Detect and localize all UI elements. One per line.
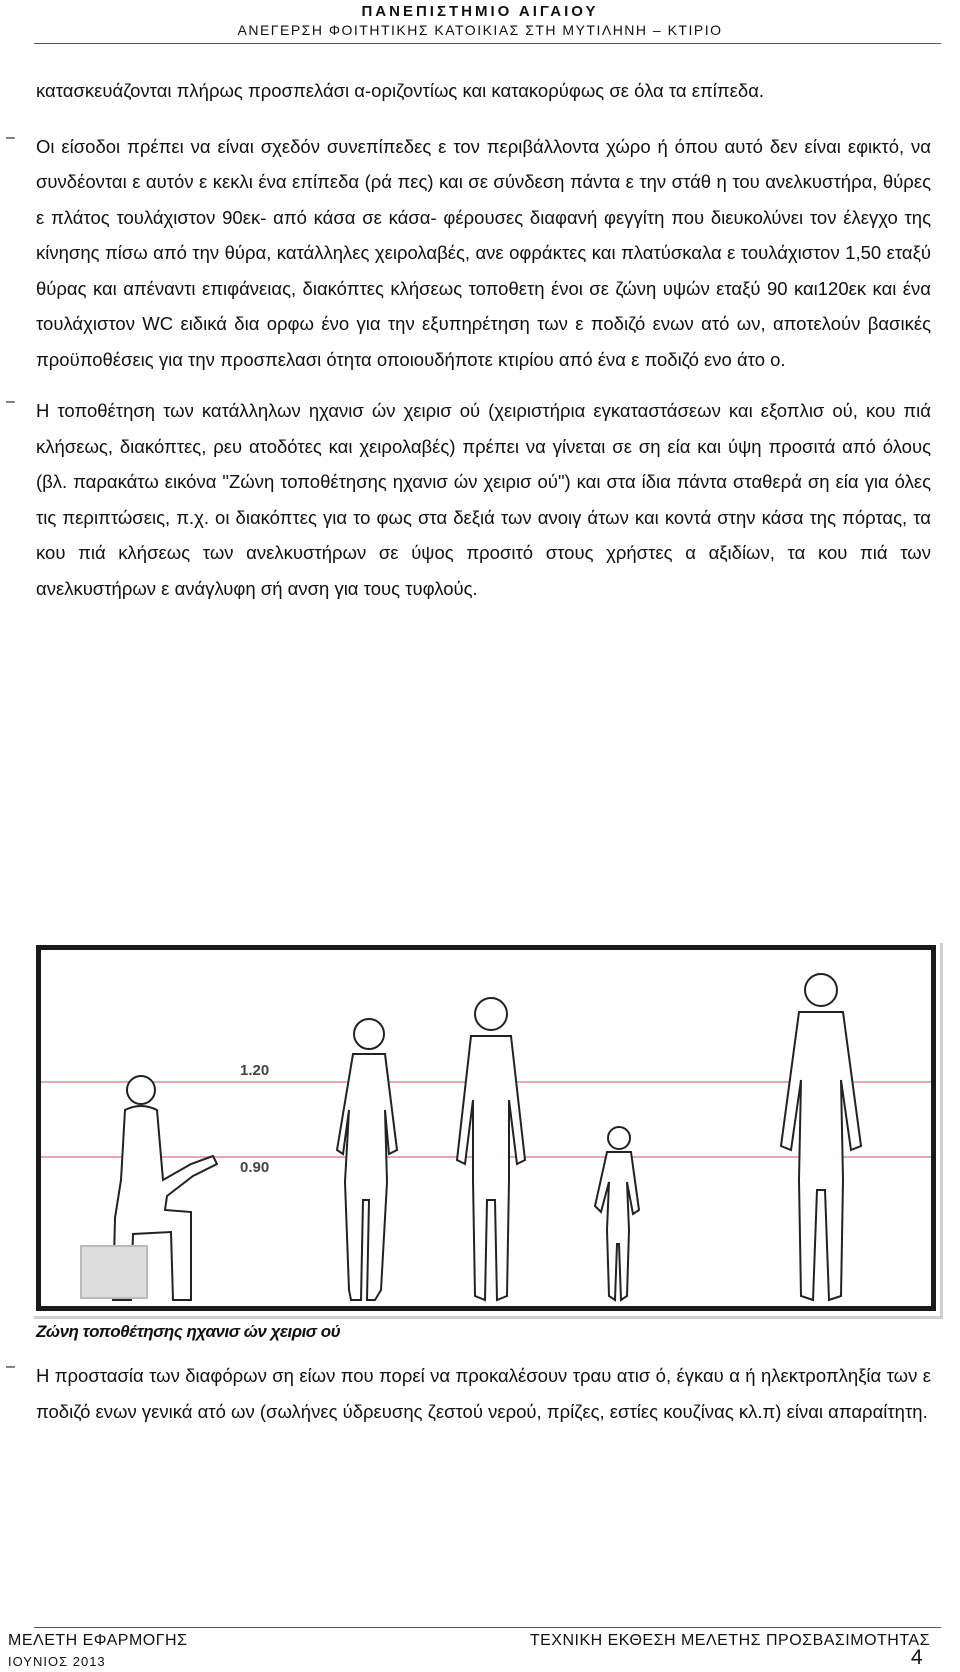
seated-person-icon <box>81 1076 217 1300</box>
page-number: 4 <box>910 1646 923 1669</box>
figure-caption: Ζώνη τοποθέτησης ηχανισ ών χειρισ ού <box>36 1322 341 1341</box>
header-divider <box>34 43 941 44</box>
figure-frame <box>36 945 936 1311</box>
paragraph-entrances: Οι είσοδοι πρέπει να είναι σχεδόν συνεπίπεδες ε τον περιβάλλοντα χώρο ή όπου αυτό δεν είναι εφικτό, να συνδέονται ε αυτόν ε κεκλι ένα επίπεδα (ρά πες) και σε σύνδεση πάντα ε την στάθ η του ανελκυστήρα, θύρες ε πλάτος τουλάχιστον 90εκ- από κάσα σε κάσα- φέρουσες διαφανή φεγγίτη που διευκολύνει τον έλεγχο της κίνησης πίσω από την θύρα, κατάλληλες χειρολαβές, ανε οφράκτες και πλατύσκαλα ε τουλάχιστον 1,50 εταξύ θύρας και απέναντι επιφάνειας, διακόπτες κλήσεως τοποθετη ένοι σε ζώνη υψών εταξύ 90 και120εκ και ένα τουλάχιστον WC ειδικά δια ορφω ένο για την εξυπηρέτηση των ε ποδιζό ενων ατό ων, αποτελούν βασικές προϋποθέσεις για την προσπελασι ότητα οποιουδήποτε κτιρίου από ένα ε ποδιζό ενο άτο ο. <box>36 135 931 370</box>
bullet-dash: – <box>6 1358 15 1375</box>
footer-divider <box>34 1627 941 1628</box>
paragraph-continued: κατασκευάζονται πλήρως προσπελάσι α-οριζοντίως και κατακορύφως σε όλα τα επίπεδα. <box>36 80 765 101</box>
bullet-item-protection <box>6 1358 931 1429</box>
bullet-dash: – <box>6 128 15 146</box>
footer-date: ΙΟΥΝΙΟΣ 2013 <box>8 1654 106 1669</box>
bullet-item-entrances <box>6 128 931 378</box>
footer-study-type: ΜΕΛΕΤΗ ΕΦΑΡΜΟΓΗΣ <box>8 1632 188 1649</box>
standing-man-icon <box>457 998 525 1300</box>
label-120: 1.20 <box>240 1062 270 1079</box>
child-icon <box>595 1127 639 1300</box>
standing-woman-icon <box>337 1019 397 1300</box>
header-university: ΠΑΝΕΠΙΣΤΗΜΙΟ ΑΙΓΑΙΟΥ <box>361 3 599 20</box>
paragraph-protection: Η προστασία των διαφόρων ση είων που πορεί να προκαλέσουν τραυ ατισ ό, έγκαυ α ή ηλεκτροπληξία των ε ποδιζό ενων γενικά ατό ων (σωλήνες ύδρευσης ζεστού νερού, πρίζες, εστίες κουζίνας κλ.π) είναι απαραίτητη. <box>36 1365 931 1422</box>
figure-illustration <box>41 950 931 1306</box>
bullet-dash: – <box>6 393 15 410</box>
tall-person-icon <box>781 974 861 1300</box>
footer-report-title: ΤΕΧΝΙΚΗ ΕΚΘΕΣΗ ΜΕΛΕΤΗΣ ΠΡΟΣΒΑΣΙΜΟΤΗΤΑΣ <box>529 1632 930 1649</box>
paragraph-controls: Η τοποθέτηση των κατάλληλων ηχανισ ών χειρισ ού (χειριστήρια εγκαταστάσεων και εξοπλισ ού, κου πιά κλήσεως, διακόπτες, ρευ ατοδότες και χειρολαβές) πρέπει να γίνεται σε ση εία και ύψη προσιτά από όλους (βλ. παρακάτω εικόνα "Ζώνη τοποθέτησης ηχανισ ών χειρισ ού") και στα ίδια πάντα σταθερά ση εία για όλες τις περιπτώσεις, π.χ. οι διακόπτες για το φως στα δεξιά των ανοιγ άτων και κοντά στην κάσα της πόρτας, τα κου πιά κλήσεως των ανελκυστήρων σε ύψος προσιτό στους χρήστες α αξιδίων, τα κου πιά των ανελκυστήρων ε ανάγλυφη σή ανση για τους τυφλούς. <box>36 400 931 599</box>
header-project: ΑΝΕΓΕΡΣΗ ΦΟΙΤΗΤΙΚΗΣ ΚΑΤΟΙΚΙΑΣ ΣΤΗ ΜΥΤΙΛΗΝΗ – ΚΤΙΡΙΟ <box>237 22 723 38</box>
bullet-item-controls <box>6 393 931 606</box>
figure-control-zone <box>34 943 943 1319</box>
body-text <box>6 73 931 606</box>
page-header <box>0 0 960 39</box>
label-090: 0.90 <box>240 1159 270 1176</box>
